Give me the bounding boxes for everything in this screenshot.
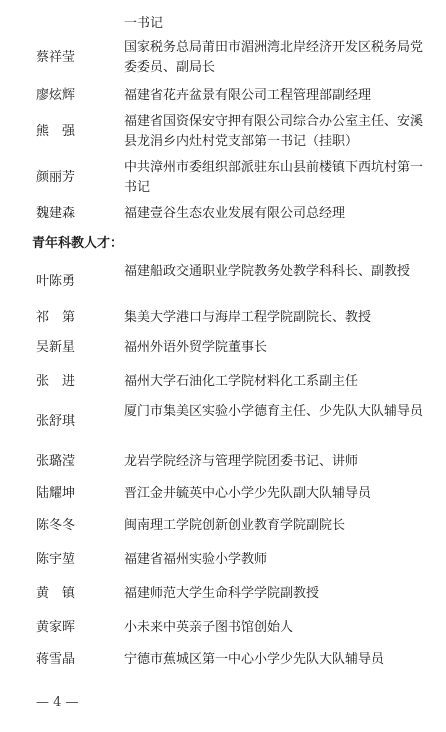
page-number: — 4 — bbox=[36, 695, 79, 710]
person-name: 吴新星 bbox=[36, 340, 76, 355]
person-name: 廖炫辉 bbox=[36, 88, 76, 103]
person-name: 蒋雪晶 bbox=[36, 652, 76, 667]
person-title: 福州外语外贸学院董事长 bbox=[124, 340, 268, 355]
person-name: 张舒琪 bbox=[36, 414, 76, 429]
person-title: 集美大学港口与海岸工程学院副院长、教授 bbox=[124, 310, 372, 325]
person-name: 叶陈勇 bbox=[36, 274, 76, 289]
person-name: 陆耀坤 bbox=[36, 486, 76, 501]
person-title: 福建省国资保安守押有限公司综合办公室主任、安溪县龙涓乡内灶村党支部第一书记（挂职） bbox=[124, 114, 424, 149]
person-title: 宁德市蕉城区第一中心小学少先队大队辅导员 bbox=[124, 652, 385, 667]
person-title: 闽南理工学院创新创业教育学院副院长 bbox=[124, 518, 346, 533]
person-name: 张 进 bbox=[36, 374, 76, 389]
person-title: 福建省花卉盆景有限公司工程管理部副经理 bbox=[124, 88, 372, 103]
person-title: 小未来中英亲子图书馆创始人 bbox=[124, 620, 294, 635]
person-title: 厦门市集美区实验小学德育主任、少先队大队辅导员 bbox=[124, 404, 424, 419]
person-title: 福州大学石油化工学院材料化工系副主任 bbox=[124, 374, 359, 389]
person-title: 福建省福州实验小学教师 bbox=[124, 552, 268, 567]
person-name: 张璐滢 bbox=[36, 454, 76, 469]
person-name: 祁 第 bbox=[36, 310, 76, 325]
person-name: 蔡祥莹 bbox=[36, 50, 76, 65]
person-title: 国家税务总局莆田市湄洲湾北岸经济开发区税务局党委委员、副局长 bbox=[124, 40, 424, 75]
person-title: 福建壹谷生态农业发展有限公司总经理 bbox=[124, 206, 346, 221]
section-title: 青年科教人才： bbox=[32, 236, 124, 251]
person-name: 颜丽芳 bbox=[36, 170, 76, 185]
person-title: 晋江金井毓英中心小学少先队副大队辅导员 bbox=[124, 486, 372, 501]
person-title: 福建师范大学生命科学学院副教授 bbox=[124, 586, 320, 601]
person-title: 福建船政交通职业学院教务处教学科科长、副教授 bbox=[124, 264, 411, 279]
continuation-text: 一书记 bbox=[124, 16, 164, 31]
person-name: 陈冬冬 bbox=[36, 518, 76, 533]
person-name: 黄家晖 bbox=[36, 620, 76, 635]
person-name: 黄 镇 bbox=[36, 586, 76, 601]
person-title: 中共漳州市委组织部派驻东山县前楼镇下西坑村第一书记 bbox=[124, 160, 424, 195]
person-name: 魏建森 bbox=[36, 206, 76, 221]
person-name: 熊 强 bbox=[36, 124, 76, 139]
person-name: 陈宇堃 bbox=[36, 552, 76, 567]
person-title: 龙岩学院经济与管理学院团委书记、讲师 bbox=[124, 454, 359, 469]
